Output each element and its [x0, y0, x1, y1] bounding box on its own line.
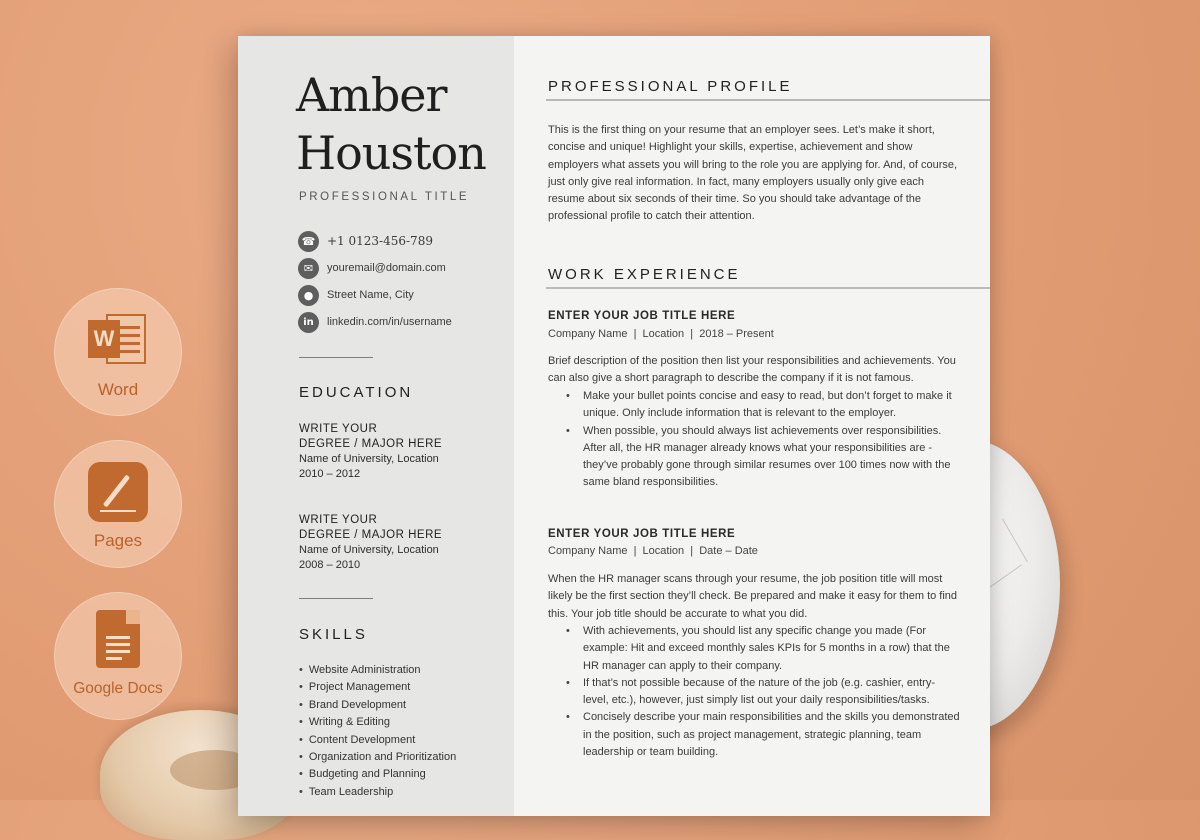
profile-heading: PROFESSIONAL PROFILE	[548, 78, 793, 95]
work-heading: WORK EXPERIENCE	[548, 266, 741, 283]
skill-item: • Content Development	[299, 732, 456, 749]
school: Name of University, Location	[299, 453, 439, 465]
location-icon: ●	[298, 285, 319, 306]
last-name: Houston	[296, 126, 486, 180]
contact-phone	[298, 230, 433, 252]
google-docs-icon	[96, 610, 140, 668]
phone-text: +1 0123-456-789	[327, 234, 433, 248]
divider	[299, 357, 373, 358]
pages-badge	[54, 440, 182, 568]
word-label: Word	[97, 380, 139, 399]
job-bullet: • If that’s not possible because of the nature of the job (e.g. cashier, entry-level, etc.), however, just simply list out your daily responsibilities/tasks.	[548, 675, 960, 710]
degree-line: WRITE YOUR	[299, 514, 378, 526]
linkedin-icon: in	[298, 312, 319, 333]
resume-page	[238, 36, 990, 816]
degree-line: DEGREE / MAJOR HERE	[299, 438, 443, 450]
job-title: ENTER YOUR JOB TITLE HERE	[548, 528, 736, 540]
pages-label: Pages	[93, 531, 143, 550]
education-entry	[299, 513, 442, 573]
word-icon: W	[88, 314, 148, 364]
word-badge	[54, 288, 182, 416]
years: 2010 – 2012	[299, 468, 361, 480]
education-heading: EDUCATION	[299, 384, 414, 401]
job-description: When the HR manager scans through your resume, the job position title will most likely be the first section they’ll check. Be prepared and make it easy for them to find this. Your job title should be accurate to what you did.	[548, 573, 958, 620]
job-meta: Company Name | Location | Date – Date	[548, 545, 758, 557]
heading-rule	[546, 99, 990, 101]
email-icon: ✉	[298, 258, 319, 279]
degree-line: WRITE YOUR	[299, 423, 378, 435]
divider	[299, 598, 373, 599]
skill-item: • Project Management	[299, 679, 456, 696]
skill-item: • Writing & Editing	[299, 714, 456, 731]
email-text: youremail@domain.com	[327, 262, 446, 274]
degree-line: DEGREE / MAJOR HERE	[299, 529, 443, 541]
resume-name	[296, 66, 486, 182]
job-bullets	[548, 623, 960, 761]
profile-text: This is the first thing on your resume that an employer sees. Let’s make it short, concise and unique! Highlight your skills, expertise, achievement and show employers what assets you will bring to the role you are applying for. And, of course, just only give real information. In fact, many employers usually only give each resume about six seconds of their time. So you should take advantage of the professional profile to catch their attention.	[548, 124, 958, 223]
professional-title: PROFESSIONAL TITLE	[299, 191, 470, 203]
linkedin-text: linkedin.com/in/username	[327, 316, 452, 328]
phone-icon: ☎	[298, 231, 319, 252]
pages-icon	[88, 462, 148, 522]
skill-item: • Brand Development	[299, 697, 456, 714]
job-description: Brief description of the position then list your responsibilities and achievements. You can also give a short paragraph to describe the company if it is not famous.	[548, 355, 956, 385]
google-docs-badge	[54, 592, 182, 720]
contact-email	[298, 257, 446, 279]
job-bullet: • Make your bullet points concise and easy to read, but don’t forget to make it unique. Only include information that is relevant to the employer.	[548, 388, 960, 423]
job-bullets	[548, 388, 960, 492]
job-bullet: • When possible, you should always list achievements over responsibilities. After all, the HR manager already knows what your responsibilities are - they’ve probably gone through similar resumes over 100 times now with the same bland responsibilities.	[548, 423, 960, 492]
job-bullet: • With achievements, you should list any specific change you made (For example: Hit and exceed monthly sales KPIs for 5 months in a row) that the HR manager can apply to their company.	[548, 623, 960, 675]
skills-list	[299, 662, 456, 801]
job-bullet: • Concisely describe your main responsibilities and the skills you demonstrated in the position, such as project management, strategic planning, team leadership or team building.	[548, 709, 960, 761]
job-title: ENTER YOUR JOB TITLE HERE	[548, 310, 736, 322]
first-name: Amber	[296, 68, 447, 122]
school: Name of University, Location	[299, 544, 439, 556]
skill-item: • Website Administration	[299, 662, 456, 679]
heading-rule	[546, 287, 990, 289]
job-meta: Company Name | Location | 2018 – Present	[548, 328, 774, 340]
skill-item: • Budgeting and Planning	[299, 766, 456, 783]
education-entry	[299, 422, 442, 482]
google-docs-label: Google Docs	[73, 680, 163, 697]
location-text: Street Name, City	[327, 289, 414, 301]
contact-location	[298, 284, 414, 306]
contact-linkedin	[298, 311, 452, 333]
skill-item: • Team Leadership	[299, 784, 456, 801]
skills-heading: SKILLS	[299, 626, 368, 643]
skill-item: • Organization and Prioritization	[299, 749, 456, 766]
years: 2008 – 2010	[299, 559, 361, 571]
